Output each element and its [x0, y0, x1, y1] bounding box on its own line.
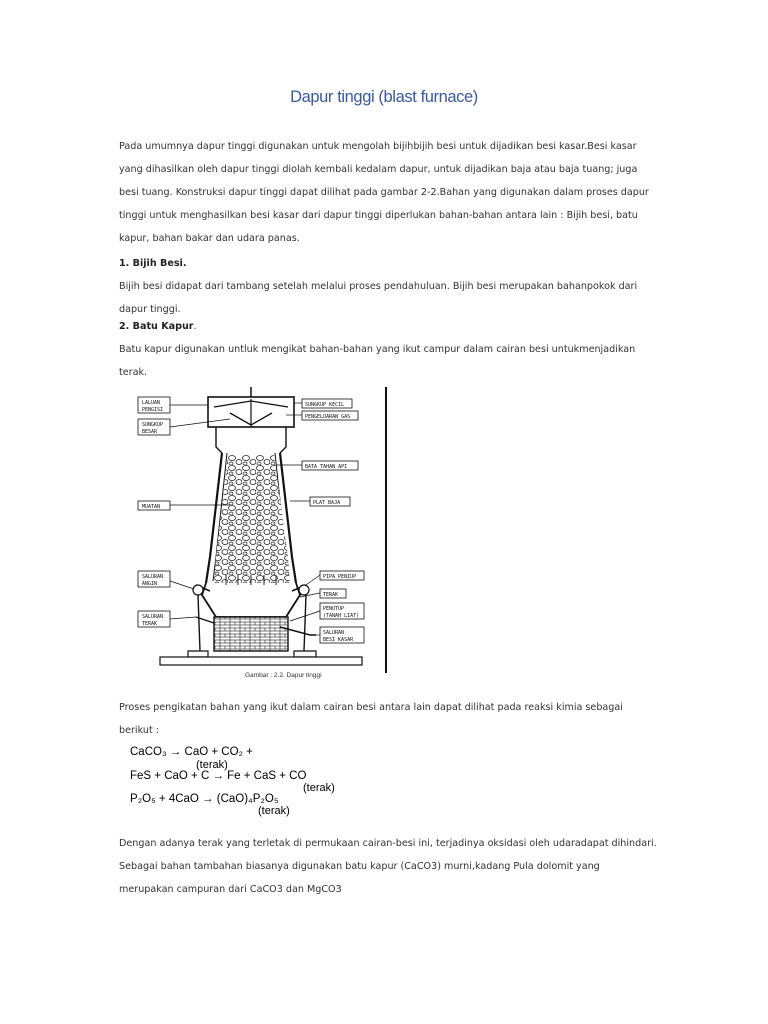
label-terak: TERAK: [142, 621, 158, 627]
charge-stones: [214, 455, 290, 583]
label-pipa-peniup: PIPA PENIUP: [323, 574, 357, 580]
label-plat-baja: PLAT BAJA: [313, 500, 341, 506]
section-line: Batu kapur digunakan untluk mengikat bahan-bahan yang ikut campur dalam cairan besi untukmenjadikan: [119, 344, 636, 355]
label-bata-tahan-api: BATA TAHAN API: [305, 464, 348, 470]
reaction-intro-line: Proses pengikatan bahan yang ikut dalam cairan besi antara lain dapat dilihat pada reaksi kimia sebagai: [119, 702, 623, 713]
page-title: Dapur tinggi (blast furnace): [290, 88, 478, 106]
equation-2: FeS + CaO + C → Fe + CaS + CO: [130, 770, 307, 782]
closing-line: Sebagai bahan tambahan biasanya digunakan batu kapur (CaCO3) murni,kadang Pula dolomit yang: [119, 861, 600, 872]
label-pengeluaran-gas: PENGELUARAN GAS: [305, 414, 351, 420]
closing-line: merupakan campuran dari CaCO3 dan MgCO3: [119, 884, 342, 895]
equation-1: CaCO₃ → CaO + CO₂ +: [130, 746, 253, 758]
intro-line: yang dihasilkan oleh dapur tinggi diolah kembali kedalam dapur, untuk dijadikan baja atau baja tuang; juga: [119, 164, 638, 175]
label-besi-kasar: BESI KASAR: [323, 637, 354, 643]
intro-line: besi tuang. Konstruksi dapur tinggi dapat dilihat pada gambar 2-2.Bahan yang digunakan dalam proses dapur: [119, 187, 649, 198]
label-terak-right: TERAK: [323, 592, 339, 598]
reaction-intro-line: berikut :: [119, 725, 159, 736]
label-sungkup-kecil: SUNGKUP KECIL: [305, 402, 345, 408]
intro-line: kapur, bahan bakar dan udara panas.: [119, 233, 300, 244]
heading-suffix: .: [193, 321, 197, 332]
equation-1-note: (terak): [196, 759, 228, 771]
label-saluran-besi: SALURAN: [323, 630, 345, 636]
label-angin: ANGIN: [142, 581, 158, 587]
section-batu-kapur: [119, 315, 659, 384]
section-line: dapur tinggi.: [119, 304, 181, 315]
label-pengisi: PENGISI: [142, 407, 164, 413]
label-tanah-liat: (TANAH LIAT): [323, 613, 360, 619]
label-muatan: MUATAN: [142, 504, 161, 510]
section-heading: 2. Batu Kapur: [119, 321, 194, 332]
label-sungkup: SUNGKUP: [142, 422, 164, 428]
section-line: terak.: [119, 367, 148, 378]
section-heading: 1. Bijih Besi.: [119, 258, 187, 269]
equation-2-note: (terak): [303, 782, 335, 794]
section-line: Bijih besi didapat dari tambang setelah melalui proses pendahuluan. Bijih besi merupakan bahanpokok dari: [119, 281, 638, 292]
intro-paragraph: [119, 135, 659, 250]
closing-line: Dengan adanya terak yang terletak di permukaan cairan-besi ini, terjadinya oksidasi oleh udaradapat dihindari.: [119, 838, 657, 849]
label-penutup: PENUTUP: [323, 606, 345, 612]
equation-3: P₂O₅ + 4CaO → (CaO)₄P₂O₅: [130, 793, 279, 805]
section-bijih-besi: [119, 252, 659, 321]
label-besar: BESAR: [142, 429, 158, 435]
label-saluran-terak: SALURAN: [142, 614, 164, 620]
label-laluan: LALUAN: [142, 400, 161, 406]
blast-furnace-figure: [130, 385, 392, 675]
equation-3-note: (terak): [258, 805, 290, 817]
intro-line: Pada umumnya dapur tinggi digunakan untuk mengolah bijihbijih besi untuk dijadikan besi kasar.Besi kasar: [119, 141, 637, 152]
hearth-bricks: [214, 617, 288, 651]
closing-paragraph: [119, 832, 659, 901]
figure-caption: Gambar : 2.2. Dapur tinggi: [245, 672, 322, 679]
reaction-intro: [119, 696, 659, 742]
intro-line: tinggi untuk menghasilkan besi kasar dari dapur tinggi diperlukan bahan-bahan antara lain : Bijih besi, batu: [119, 210, 638, 221]
label-saluran-angin: SALURAN: [142, 574, 164, 580]
